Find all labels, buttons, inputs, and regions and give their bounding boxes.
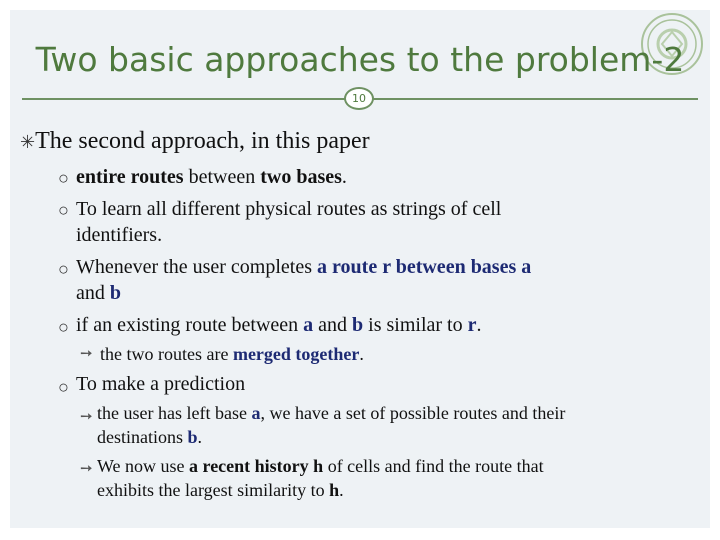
list-item [76, 312, 482, 338]
sub-list-item [97, 454, 544, 502]
bullet-marker-icon: ○ [58, 317, 69, 337]
highlight-text: b [187, 427, 198, 447]
highlight-text: a route r between bases a [317, 256, 532, 278]
bullet-marker-icon: ○ [58, 168, 69, 188]
list-item [76, 196, 501, 248]
list-item [76, 164, 347, 190]
text: Whenever the user completes [76, 256, 318, 278]
bold-text: a recent history h [189, 456, 324, 476]
bold-text: two bases [260, 166, 342, 188]
text: is similar to [363, 314, 468, 336]
text: the two routes are [100, 344, 233, 364]
highlight-text: b [109, 282, 122, 304]
text: . [359, 344, 364, 364]
text: and [76, 282, 110, 304]
text: of cells and find the route that [323, 456, 544, 476]
highlight-text: r [467, 314, 477, 336]
sub-list-item [97, 401, 565, 449]
heading-bullet-icon: ✳ [20, 132, 36, 152]
arrow-bullet-icon: ➙ [80, 409, 93, 425]
bullet-marker-icon: ○ [58, 377, 69, 397]
page-number: 10 [344, 87, 374, 110]
text: . [341, 166, 347, 188]
arrow-bullet-icon: ➙ [80, 346, 93, 362]
text: . [339, 480, 344, 500]
highlight-text: b [352, 314, 364, 336]
highlight-text: a [251, 403, 261, 423]
text: To learn all different physical routes as strings of cell [76, 198, 502, 220]
slide-title: Two basic approaches to the problem-2 [35, 40, 685, 79]
heading-text: The second approach, in this paper [35, 128, 370, 154]
text: identifiers. [76, 224, 163, 246]
highlight-text: a [303, 314, 314, 336]
highlight-text: merged together [232, 344, 360, 364]
sub-list-item [100, 342, 364, 366]
text: destinations [97, 427, 188, 447]
text: and [313, 314, 353, 336]
bold-text: h [329, 480, 340, 500]
text: . [197, 427, 203, 447]
text: the user has left base [97, 403, 252, 423]
bullet-marker-icon: ○ [58, 200, 69, 220]
list-item [76, 371, 245, 397]
list-item [76, 254, 531, 306]
text: , we have a set of possible routes and their [260, 403, 566, 423]
arrow-bullet-icon: ➙ [80, 461, 93, 477]
text: if an existing route between [76, 314, 304, 336]
text: We now use [97, 456, 190, 476]
bullet-marker-icon: ○ [58, 259, 69, 279]
bold-text: entire routes [76, 166, 184, 188]
text: . [476, 314, 482, 336]
text: between [183, 166, 261, 188]
text: exhibits the largest similarity to [97, 480, 330, 500]
text: To make a prediction [76, 373, 246, 395]
heading-bullet [20, 128, 370, 155]
